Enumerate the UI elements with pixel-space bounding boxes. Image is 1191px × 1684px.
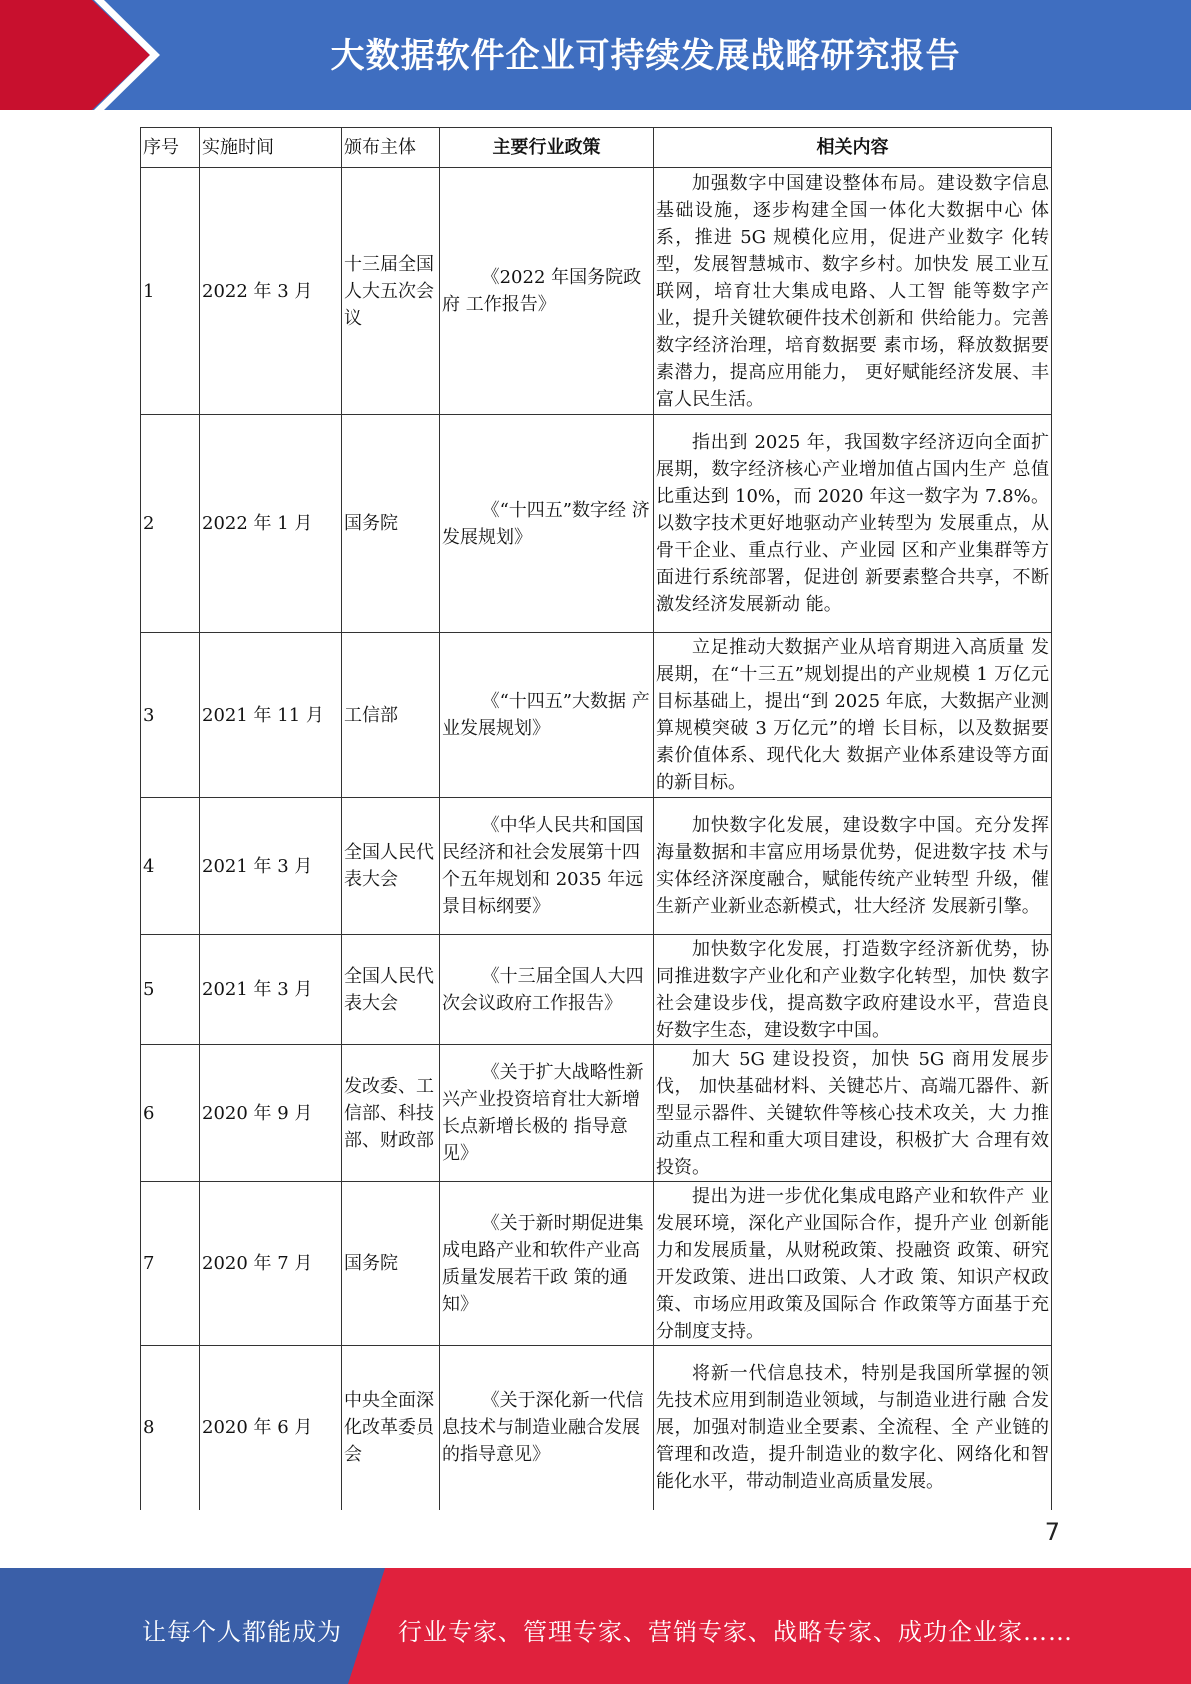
row-date: 2022 年 1 月 [200, 415, 342, 633]
table-row [141, 1045, 1052, 1182]
row-date: 2021 年 3 月 [200, 798, 342, 935]
page-footer [0, 1568, 1191, 1684]
row-no: 5 [141, 935, 200, 1045]
row-policy [440, 633, 654, 798]
header-content: 相关内容 [654, 128, 1052, 168]
header-no: 序号 [141, 128, 200, 168]
row-no: 4 [141, 798, 200, 935]
row-content [654, 1182, 1052, 1346]
page-title: 大数据软件企业可持续发展战略研究报告 [330, 36, 961, 76]
row-policy-text: 《2022 年国务院政府 工作报告》 [442, 267, 642, 315]
row-policy [440, 1182, 654, 1346]
row-policy [440, 1346, 654, 1510]
policy-table [140, 127, 1052, 1510]
row-content [654, 1045, 1052, 1182]
row-content-text: 将新一代信息技术，特别是我国所掌握的领 先技术应用到制造业领域，与制造业进行融 合发展，加强对制造业全要素、全流程、全 产业链的管理和改造，提升制造业的数字化、网络化和智能化水平，带动制造业高质量发展。 [656, 1363, 1049, 1493]
table-row [141, 633, 1052, 798]
row-content [654, 798, 1052, 935]
row-content-text: 加大 5G 建设投资，加快 5G 商用发展步伐， 加快基础材料、关键芯片、高端兀器件、新 型显示器件、关键软件等核心技术攻关，大 力推动重点工程和重大项目建设，积极扩大 合理有效投资。 [656, 1048, 1049, 1178]
row-content [654, 1346, 1052, 1510]
row-content-text: 指出到 2025 年，我国数字经济迈向全面扩 展期，数字经济核心产业增加值占国内生产 总值比重达到 10%，而 2020 年这一数字为 7.8%。以数字技术更好地驱动产业转型为 发展重点，从骨干企业、重点行业、产业园 区和产业集群等方面进行系统部署，促进创 新要素整合共享，不断激发经济发展新动 能。 [656, 432, 1049, 615]
footer-slogan-right: 行业专家、管理专家、营销专家、战略专家、成功企业家…… [398, 1618, 1073, 1646]
row-content-text: 加强数字中国建设整体布局。建设数字信息 基础设施，逐步构建全国一体化大数据中心 体系，推进 5G 规模化应用，促进产业数字 化转型，发展智慧城市、数字乡村。加快发 展工业互联网，培育壮大集成电路、人工智 能等数字产业，提升关键软硬件技术创新和 供给能力。完善数字经济治理，培育数据要 素市场，释放数据要素潜力，提高应用能力， 更好赋能经济发展、丰富人民生活。 [656, 172, 1049, 410]
row-issuer: 国务院 [342, 1182, 440, 1346]
row-issuer: 工信部 [342, 633, 440, 798]
row-policy [440, 1045, 654, 1182]
row-issuer: 中央全面深化改革委员会 [342, 1346, 440, 1510]
row-date: 2020 年 6 月 [200, 1346, 342, 1510]
header-issuer: 颁布主体 [342, 128, 440, 168]
row-policy-text: 《十三届全国人大四 次会议政府工作报告》 [442, 965, 644, 1014]
page-header [0, 0, 1191, 110]
table-row [141, 1346, 1052, 1510]
row-no: 2 [141, 415, 200, 633]
row-policy [440, 168, 654, 415]
row-policy-text: 《“十四五”大数据 产业发展规划》 [442, 691, 650, 739]
row-content [654, 935, 1052, 1045]
row-policy [440, 935, 654, 1045]
row-content-text: 立足推动大数据产业从培育期进入高质量 发展期，在“十三五”规划提出的产业规模 1 万亿元目标基础上，提出“到 2025 年底，大数据产业测算规模突破 3 万亿元”的增 长目标，以及数据要素价值体系、现代化大 数据产业体系建设等方面的新目标。 [656, 637, 1049, 793]
header-date: 实施时间 [200, 128, 342, 168]
row-no: 1 [141, 168, 200, 415]
row-policy-text: 《关于扩大战略性新 兴产业投资培育壮大新增长点新增长极的 指导意见》 [442, 1062, 644, 1164]
row-policy-text: 《“十四五”数字经 济发展规划》 [442, 499, 650, 548]
row-policy [440, 415, 654, 633]
row-no: 6 [141, 1045, 200, 1182]
table-row [141, 935, 1052, 1045]
row-policy-text: 《中华人民共和国国 民经济和社会发展第十四个五年规划和 2035 年远景目标纲要》 [442, 815, 644, 917]
row-date: 2022 年 3 月 [200, 168, 342, 415]
row-content-text: 提出为进一步优化集成电路产业和软件产 业发展环境，深化产业国际合作，提升产业 创新能力和发展质量，从财税政策、投融资 政策、研究开发政策、进出口政策、人才政 策、知识产权政策、市场应用政策及国际合 作政策等方面基于充分制度支持。 [656, 1185, 1049, 1342]
row-policy-text: 《关于新时期促进集 成电路产业和软件产业高质量发展若干政 策的通知》 [442, 1212, 644, 1315]
row-issuer: 十三届全国人大五次会议 [342, 168, 440, 415]
table-row [141, 798, 1052, 935]
row-date: 2020 年 9 月 [200, 1045, 342, 1182]
row-issuer: 国务院 [342, 415, 440, 633]
row-policy-text: 《关于深化新一代信 息技术与制造业融合发展的指导意见》 [442, 1390, 644, 1466]
page-number: 7 [1044, 1518, 1060, 1546]
row-policy [440, 798, 654, 935]
row-issuer: 全国人民代表大会 [342, 798, 440, 935]
table-row [141, 168, 1052, 415]
row-issuer: 全国人民代表大会 [342, 935, 440, 1045]
row-content-text: 加快数字化发展，建设数字中国。充分发挥 海量数据和丰富应用场景优势，促进数字技 术与实体经济深度融合，赋能传统产业转型 升级，催生新产业新业态新模式，壮大经济 发展新引擎。 [656, 815, 1049, 917]
row-no: 8 [141, 1346, 200, 1510]
footer-slogan-left: 让每个人都能成为 [142, 1618, 342, 1646]
header-red-arrow [0, 0, 150, 110]
header-policy: 主要行业政策 [440, 128, 654, 168]
row-content [654, 168, 1052, 415]
table-row [141, 1182, 1052, 1346]
row-content [654, 415, 1052, 633]
row-content [654, 633, 1052, 798]
row-no: 3 [141, 633, 200, 798]
row-date: 2021 年 3 月 [200, 935, 342, 1045]
row-date: 2021 年 11 月 [200, 633, 342, 798]
row-issuer: 发改委、工信部、科技部、财政部 [342, 1045, 440, 1182]
table-header-row [141, 128, 1052, 168]
table-row [141, 415, 1052, 633]
row-no: 7 [141, 1182, 200, 1346]
row-date: 2020 年 7 月 [200, 1182, 342, 1346]
row-content-text: 加快数字化发展，打造数字经济新优势，协 同推进数字产业化和产业数字化转型，加快 数字社会建设步伐，提高数字政府建设水平，营造良好数字生态，建设数字中国。 [656, 938, 1049, 1041]
